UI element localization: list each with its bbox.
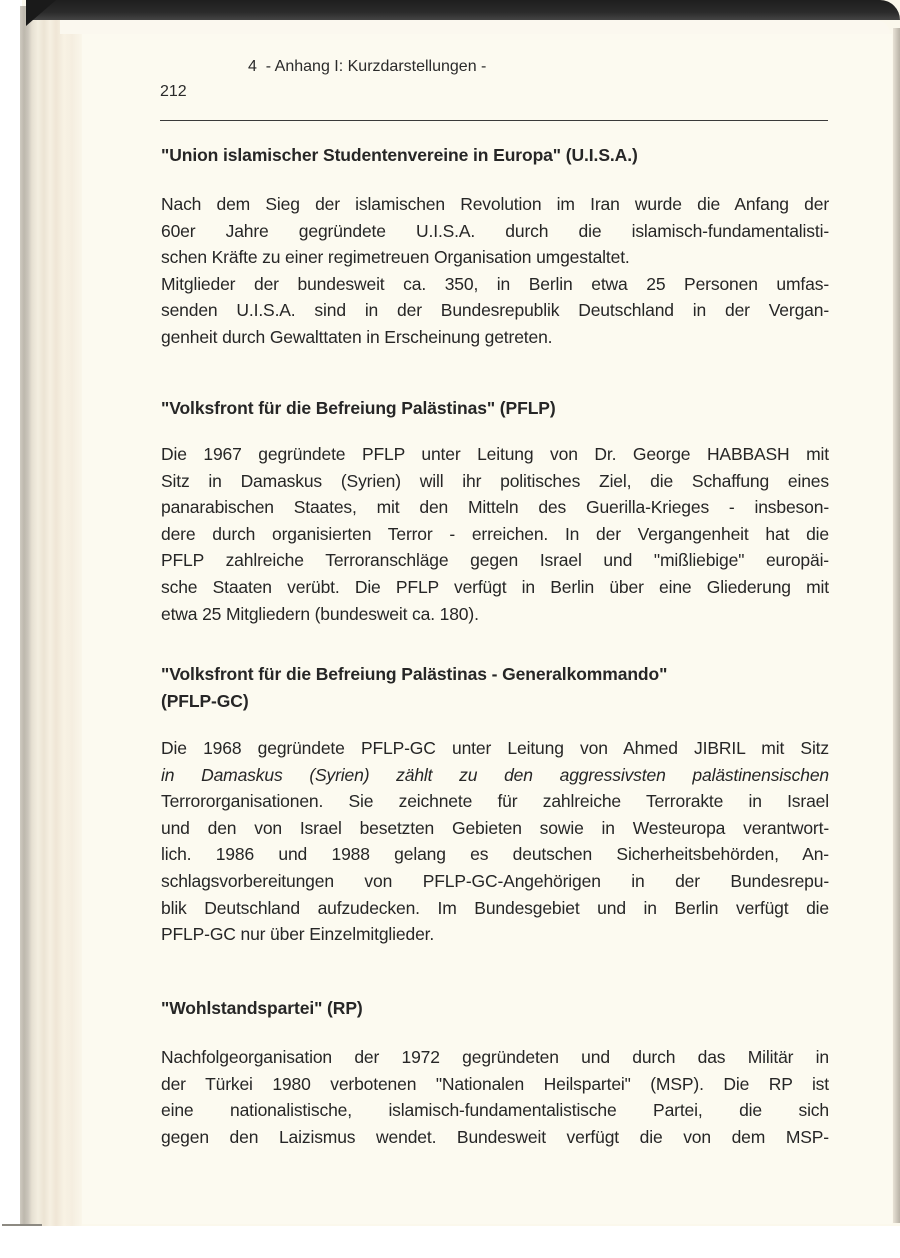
body-line: PFLP-GC nur über Einzelmitglieder. (161, 924, 435, 945)
body-line: lich. 1986 und 1988 gelang es deutschen Sicherheitsbehörden, An- (161, 844, 829, 865)
page-top-curve (60, 20, 890, 34)
section-pflp (161, 395, 829, 627)
body-line: PFLP zahlreiche Terroranschläge gegen Israel und "mißliebige" europäi- (161, 550, 829, 571)
section-heading (161, 142, 829, 169)
body-line: schen Kräfte zu einer regimetreuen Organisation umgestaltet. (161, 247, 630, 268)
page-number: 212 (160, 83, 187, 100)
heading-line: (PFLP-GC) (161, 691, 249, 711)
body-line: blik Deutschland aufzudecken. Im Bundesgebiet und in Berlin verfügt die (161, 897, 829, 918)
running-header: 4 - Anhang I: Kurzdarstellungen - (248, 58, 487, 75)
body-line: Nach dem Sieg der islamischen Revolution im Iran wurde die Anfang der (161, 194, 829, 214)
section-rp (161, 995, 829, 1150)
body-line: 60er Jahre gegründete U.I.S.A. durch die islamisch-fundamentalisti- (161, 220, 829, 241)
section-heading (161, 995, 829, 1022)
body-line: eine nationalistische, islamisch-fundamentalistische Partei, die sich (161, 1100, 829, 1121)
body-line: Die 1968 gegründete PFLP-GC unter Leitung von Ahmed JIBRIL mit Sitz (161, 738, 829, 758)
body-line: senden U.I.S.A. sind in der Bundesrepublik Deutschland in der Vergan- (161, 300, 829, 321)
body-line: gegen den Laizismus wendet. Bundesweit verfügt die von dem MSP- (161, 1126, 829, 1147)
section-body (161, 191, 829, 351)
body-line: panarabischen Staates, mit den Mitteln des Guerilla-Krieges - insbeson- (161, 497, 829, 518)
section-pflp-gc (161, 661, 829, 948)
body-line: und den von Israel besetzten Gebieten sowie in Westeuropa verantwort- (161, 817, 829, 838)
body-line: in Damaskus (Syrien) zählt zu den aggressivsten palästinensischen (161, 764, 829, 785)
body-line: Die 1967 gegründete PFLP unter Leitung von Dr. George HABBASH mit (161, 444, 829, 464)
body-line: genheit durch Gewalttaten in Erscheinung getreten. (161, 326, 553, 347)
section-body (161, 441, 829, 627)
header-divider (160, 120, 828, 121)
section-heading (161, 661, 829, 715)
heading-line: "Volksfront für die Befreiung Palästinas - Generalkommando" (161, 664, 668, 684)
page-stack-edge (20, 6, 82, 1226)
body-line: Sitz in Damaskus (Syrien) will ihr politisches Ziel, die Schaffung eines (161, 470, 829, 491)
body-line: etwa 25 Mitgliedern (bundesweit ca. 180). (161, 603, 479, 624)
section-body (161, 1044, 829, 1150)
heading-line: "Volksfront für die Befreiung Palästinas" (PFLP) (161, 398, 556, 418)
book-top-edge (26, 0, 900, 20)
body-line: schlagsvorbereitungen von PFLP-GC-Angehörigen in der Bundesrepu- (161, 870, 829, 891)
section-uisa (161, 142, 829, 351)
body-line: der Türkei 1980 verbotenen "Nationalen Heilspartei" (MSP). Die RP ist (161, 1073, 829, 1094)
body-line: sche Staaten verübt. Die PFLP verfügt in Berlin über eine Gliederung mit (161, 576, 829, 597)
body-line: Mitglieder der bundesweit ca. 350, in Berlin etwa 25 Personen umfas- (161, 273, 829, 294)
page-stack-base (2, 1224, 42, 1226)
book-right-edge (893, 28, 900, 1223)
heading-line: "Union islamischer Studentenvereine in Europa" (U.I.S.A.) (161, 145, 638, 165)
body-line: Nachfolgeorganisation der 1972 gegründeten und durch das Militär in (161, 1047, 829, 1067)
heading-line: "Wohlstandspartei" (RP) (161, 998, 363, 1018)
body-line: Terrororganisationen. Sie zeichnete für zahlreiche Terrorakte in Israel (161, 791, 829, 812)
body-line: dere durch organisierten Terror - erreichen. In der Vergangenheit hat die (161, 523, 829, 544)
section-heading (161, 395, 829, 422)
section-body (161, 735, 829, 948)
